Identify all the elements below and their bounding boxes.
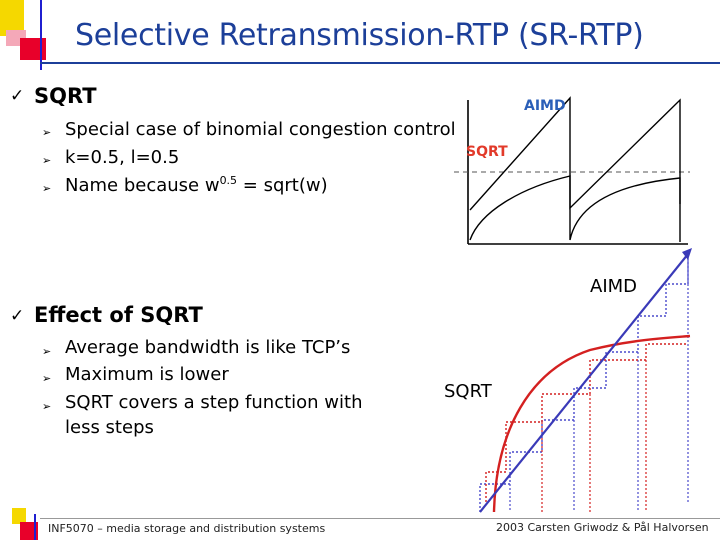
sqrt-step-function xyxy=(486,344,688,502)
check-icon: ✓ xyxy=(10,86,25,106)
step-function-diagram xyxy=(470,240,710,520)
decor-bar-blue xyxy=(40,0,42,70)
arrow-bullet-icon: ➢ xyxy=(42,182,52,195)
bullet-text: k=0.5, l=0.5 xyxy=(65,147,180,168)
aimd-linear-line xyxy=(480,254,688,512)
arrow-bullet-icon: ➢ xyxy=(42,154,52,167)
sqrt-curve-2 xyxy=(494,336,690,512)
decor-square-red xyxy=(20,38,46,60)
aimd-label-2: AIMD xyxy=(590,276,638,297)
check-icon: ✓ xyxy=(10,306,25,326)
bullet-text-post: = sqrt(w) xyxy=(237,175,328,196)
arrow-bullet-icon: ➢ xyxy=(42,372,52,385)
footer-decor-blue xyxy=(34,514,36,540)
arrow-bullet-icon: ➢ xyxy=(42,400,52,413)
bullet-text: less steps xyxy=(65,417,154,438)
bullet-text-pre: Name because w xyxy=(65,175,220,196)
aimd-label: AIMD xyxy=(524,98,566,114)
section-heading-sqrt: SQRT xyxy=(34,84,97,108)
footer-divider xyxy=(40,518,720,519)
bullet-text: Maximum is lower xyxy=(65,364,229,385)
title-divider xyxy=(40,62,720,64)
sqrt-label-2: SQRT xyxy=(444,381,492,402)
page-title: Selective Retransmission-RTP (SR-RTP) xyxy=(75,18,644,53)
arrow-bullet-icon: ➢ xyxy=(42,345,52,358)
footer-authors: 2003 Carsten Griwodz & Pål Halvorsen xyxy=(496,521,709,534)
bullet-text: Special case of binomial congestion control xyxy=(65,119,456,140)
bullet-superscript: 0.5 xyxy=(219,174,238,187)
footer-course: INF5070 – media storage and distribution systems xyxy=(48,522,326,535)
bullet-text: Average bandwidth is like TCP’s xyxy=(65,337,351,358)
sqrt-curve xyxy=(470,176,680,242)
arrow-bullet-icon: ➢ xyxy=(42,126,52,139)
bullet-text xyxy=(65,175,328,196)
sqrt-label: SQRT xyxy=(466,144,508,160)
aimd-sqrt-sawtooth-diagram xyxy=(440,92,700,252)
section-heading-effect: Effect of SQRT xyxy=(34,303,203,327)
bullet-text: SQRT covers a step function with xyxy=(65,392,363,413)
